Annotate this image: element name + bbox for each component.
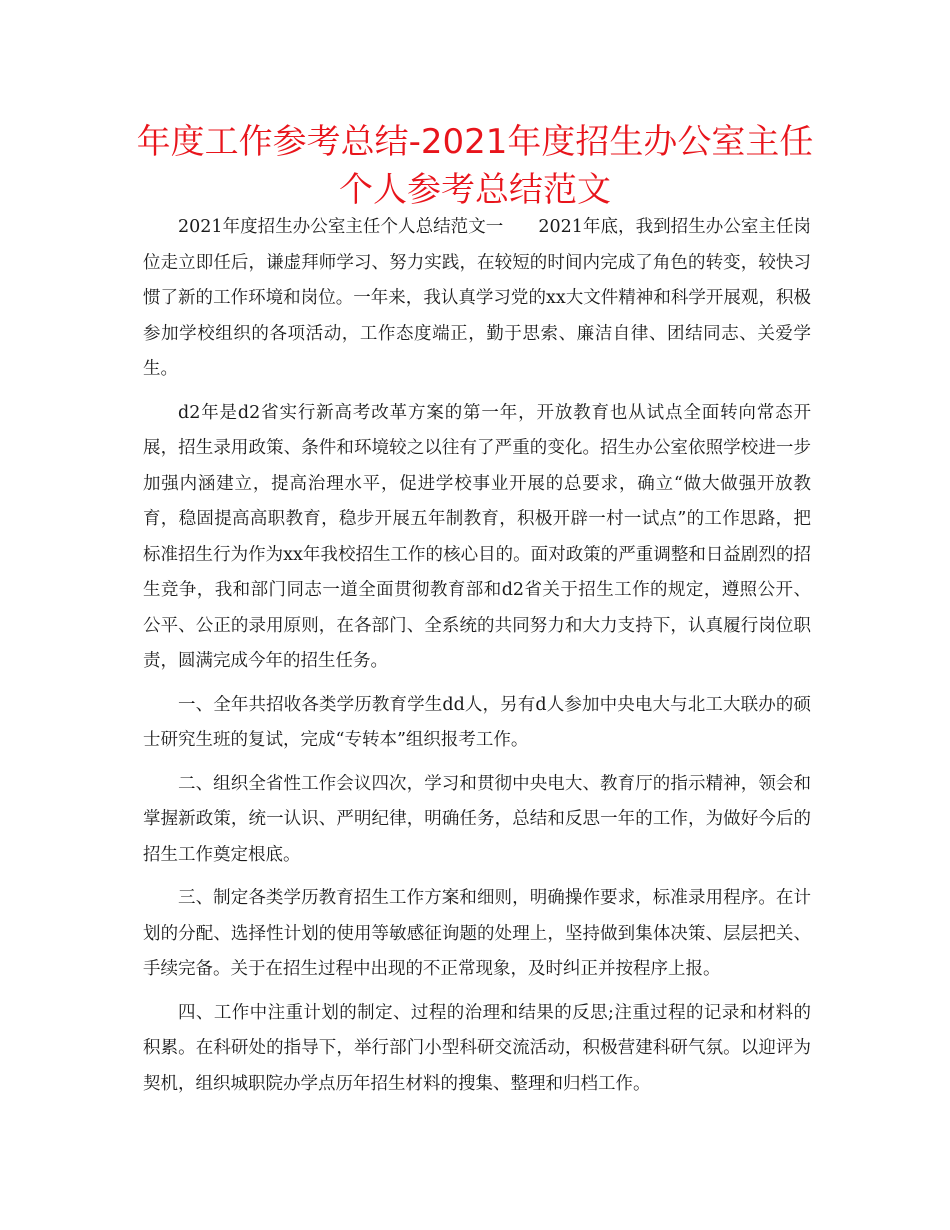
paragraph-item-1: 一、全年共招收各类学历教育学生dd人，另有d人参加中央电大与北工大联办的硕士研究生班的复试，完成“专转本”组织报考工作。 (143, 694, 811, 750)
paragraph-overview: d2年是d2省实行新高考改革方案的第一年，开放教育也从试点全面转向常态开展，招生录用政策、条件和环境较之以往有了严重的变化。招生办公室依照学校进一步加强内涵建立，提高治理水平，促进学校事业开展的总要求，确立“做大做强开放教育，稳固提高高职教育，稳步开展五年制教育，积极开辟一村一试点”的工作思路，把标准招生行为作为xx年我校招生工作的核心目的。面对政策的严重调整和日益剧烈的招生竞争，我和部门同志一道全面贯彻教育部和d2省关于招生工作的规定，遵照公开、公平、公正的录用原则，在各部门、全系统的共同努力和大力支持下，认真履行岗位职责，圆满完成今年的招生任务。 (143, 402, 811, 671)
paragraph-item-3: 三、制定各类学历教育招生工作方案和细则，明确操作要求，标准录用程序。在计划的分配、选择性计划的使用等敏感征询题的处理上，坚持做到集体决策、层层把关、手续完备。关于在招生过程中出现的不正常现象，及时纠正并按程序上报。 (143, 888, 811, 979)
document-title: 年度工作参考总结-2021年度招生办公室主任个人参考总结范文 (136, 122, 814, 210)
paragraph-item-4: 四、工作中注重计划的制定、过程的治理和结果的反思;注重过程的记录和材料的积累。在科研处的指导下，举行部门小型科研交流活动，积极营建科研气氛。以迎评为契机，组织城职院办学点历年招生材料的搜集、整理和归档工作。 (143, 1002, 811, 1094)
document-body (143, 210, 811, 1110)
paragraph-intro: 2021年度招生办公室主任个人总结范文一 2021年底，我到招生办公室主任岗位走立即任后，谦虚拜师学习、努力实践，在较短的时间内完成了角色的转变，较快习惯了新的工作环境和岗位。一年来，我认真学习党的xx大文件精神和科学开展观，积极参加学校组织的各项活动，工作态度端正，勤于思索、廉洁自律、团结同志、关爱学生。 (143, 217, 811, 379)
paragraph-item-2: 二、组织全省性工作会议四次，学习和贯彻中央电大、教育厅的指示精神，领会和掌握新政策，统一认识、严明纪律，明确任务，总结和反思一年的工作，为做好今后的招生工作奠定根底。 (143, 773, 811, 865)
